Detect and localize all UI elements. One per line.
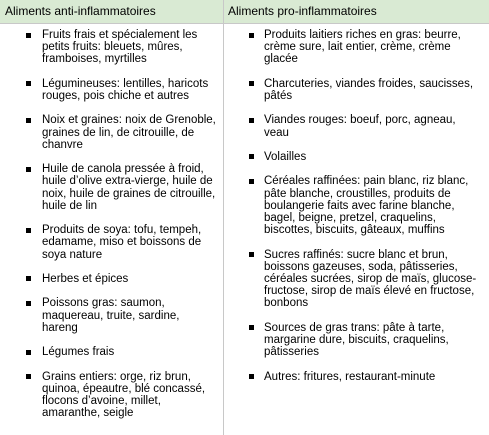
bullet-icon (26, 118, 31, 123)
bullet-icon (249, 118, 254, 123)
list-item (224, 175, 487, 236)
list-item-text: Volailles (264, 150, 307, 163)
bullet-icon (249, 179, 254, 184)
anti-inflammatory-list (0, 29, 222, 432)
bullet-icon (26, 301, 31, 306)
bullet-icon (26, 276, 31, 281)
bullet-icon (26, 81, 31, 86)
list-item-text: Poissons gras: saumon, maquereau, truite, sardine, hareng (42, 297, 180, 334)
header-anti-inflammatory: Aliments anti-inflammatoires (5, 4, 156, 18)
bullet-icon (26, 350, 31, 355)
bullet-icon (249, 325, 254, 330)
list-item (224, 371, 487, 383)
bullet-icon (26, 167, 31, 172)
list-item (0, 297, 222, 334)
bullet-icon (26, 374, 31, 379)
list-item-text: Sucres raffinés: sucre blanc et brun, boissons gazeuses, soda, pâtisseries, céréales sucrées, sirop de maïs, glucose-fructose, sirop de maïs élevé en fructose, bonbons (264, 248, 477, 310)
list-item-text: Fruits frais et spécialement les petits fruits: bleuets, mûres, framboises, myrtilles (42, 29, 198, 66)
list-item (0, 371, 222, 420)
list-item (224, 29, 487, 66)
list-item (0, 224, 222, 261)
pro-inflammatory-list (224, 29, 487, 395)
bullet-icon (249, 33, 254, 38)
table-header (0, 0, 489, 23)
list-item-text: Produits laitiers riches en gras: beurre, crème sure, lait entier, crème, crème glacée (264, 29, 461, 66)
header-divider (0, 23, 489, 24)
list-item (224, 151, 487, 163)
list-item (0, 78, 222, 102)
list-item-text: Légumineuses: lentilles, haricots rouges, pois chiche et autres (42, 77, 209, 102)
list-item (0, 163, 222, 212)
list-item (224, 249, 487, 310)
list-item (0, 29, 222, 66)
list-item (224, 322, 487, 359)
header-pro-inflammatory: Aliments pro-inflammatoires (228, 4, 377, 18)
bullet-icon (26, 33, 31, 38)
list-item-text: Céréales raffinées: pain blanc, riz blanc, pâte blanche, croustilles, produits de boulangerie faits avec farine blanche, bagel, beigne, pretzel, craquelins, biscottes, biscuits, gâteaux, muffins (264, 175, 469, 237)
list-item-text: Charcuteries, viandes froides, saucisses, pâtés (264, 77, 474, 102)
bullet-icon (249, 374, 254, 379)
list-item (0, 273, 222, 285)
list-item-text: Noix et graines: noix de Grenoble, graines de lin, de citrouille, de chanvre (42, 114, 216, 151)
list-item-text: Herbes et épices (42, 272, 129, 285)
bullet-icon (249, 252, 254, 257)
list-item (0, 114, 222, 151)
bullet-icon (249, 81, 254, 86)
bullet-icon (249, 154, 254, 159)
list-item (224, 78, 487, 102)
list-item-text: Légumes frais (42, 346, 115, 359)
bullet-icon (26, 228, 31, 233)
list-item-text: Produits de soya: tofu, tempeh, edamame, miso et boissons de soya nature (42, 224, 202, 261)
list-item (0, 346, 222, 358)
list-item (224, 114, 487, 138)
list-item-text: Viandes rouges: boeuf, porc, agneau, veau (264, 114, 456, 139)
list-item-text: Sources de gras trans: pâte à tarte, margarine dure, biscuits, craquelins, pâtisseries (264, 321, 449, 359)
list-item-text: Grains entiers: orge, riz brun, quinoa, épeautre, blé concassé, flocons d’avoine, millet, amaranthe, seigle (42, 370, 206, 420)
list-item-text: Autres: fritures, restaurant-minute (264, 370, 436, 383)
list-item-text: Huile de canola pressée à froid, huile d’olive extra-vierge, huile de noix, huile de graines de citrouille, huile de lin (42, 163, 216, 212)
